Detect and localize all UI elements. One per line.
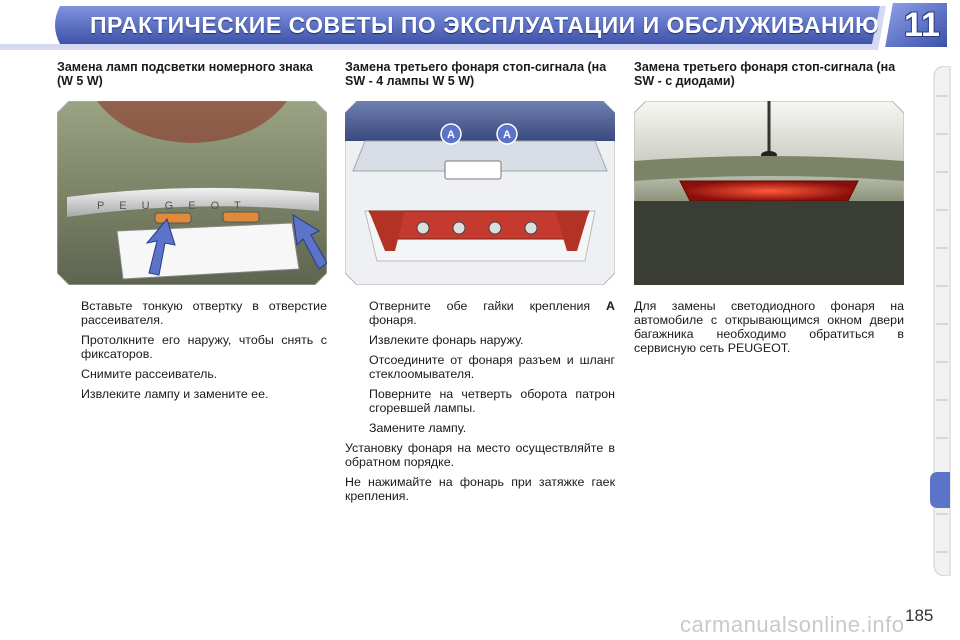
service-note: Для замены светодиодного фонаря на автомобиле с открывающимся окном двери багажника необходимо обратиться в сервисную сеть PEUGEOT.: [634, 299, 904, 355]
chapter-tab-rail: [928, 66, 950, 576]
list-item: Замените лампу.: [369, 421, 467, 435]
list-item: Извлеките лампу и замените ее.: [81, 387, 269, 401]
section-title: Замена третьего фонаря стоп-сигнала (на SW - 4 лампы W 5 W): [345, 60, 607, 88]
section-title: Замена ламп подсветки номерного знака (W 5 W): [57, 60, 313, 88]
list-item: Поверните на четверть оборота патрон сгоревшей лампы.: [369, 387, 615, 415]
section-title: Замена третьего фонаря стоп-сигнала (на SW - с диодами): [634, 60, 896, 88]
callout-a-left: A: [447, 129, 455, 141]
third-brake-light-bulb-photo: [345, 101, 615, 285]
section-third-brake-light-bulbs: [345, 60, 615, 509]
list-item: Извлеките фонарь наружу.: [369, 333, 524, 347]
instructions: [57, 299, 327, 401]
callout-a-right: A: [503, 129, 511, 141]
section-license-plate-lamps: [57, 60, 327, 407]
tightening-warning: Не нажимайте на фонарь при затяжке гаек крепления.: [345, 475, 615, 503]
list-item: Снимите рассеиватель.: [81, 367, 218, 381]
chapter-header: [0, 0, 960, 52]
section-third-brake-light-leds: [634, 60, 904, 361]
list-item: Отверните обе гайки крепления A фонаря.: [369, 299, 615, 327]
page-title: ПРАКТИЧЕСКИЕ СОВЕТЫ ПО ЭКСПЛУАТАЦИИ И ОБСЛУЖИВАНИЮ: [90, 12, 880, 38]
list-item: Вставьте тонкую отвертку в отверстие рассеивателя.: [81, 299, 327, 327]
callout-reference: A: [606, 299, 615, 313]
list-item: Протолкните его наружу, чтобы снять с фиксаторов.: [81, 333, 327, 361]
instructions: [634, 299, 904, 355]
list-item: Отсоедините от фонаря разъем и шланг стеклоомывателя.: [369, 353, 615, 381]
chapter-number: 11: [904, 6, 940, 44]
reassembly-note: Установку фонаря на место осуществляйте в обратном порядке.: [345, 441, 615, 469]
instructions: [345, 299, 615, 503]
peugeot-logo-text: P E U G E O T: [97, 200, 247, 212]
watermark: carmanualsonline.info: [680, 612, 905, 637]
page-number: 185: [905, 606, 934, 625]
led-brake-light-photo: [634, 101, 904, 285]
license-plate-lamp-photo: [57, 101, 327, 285]
